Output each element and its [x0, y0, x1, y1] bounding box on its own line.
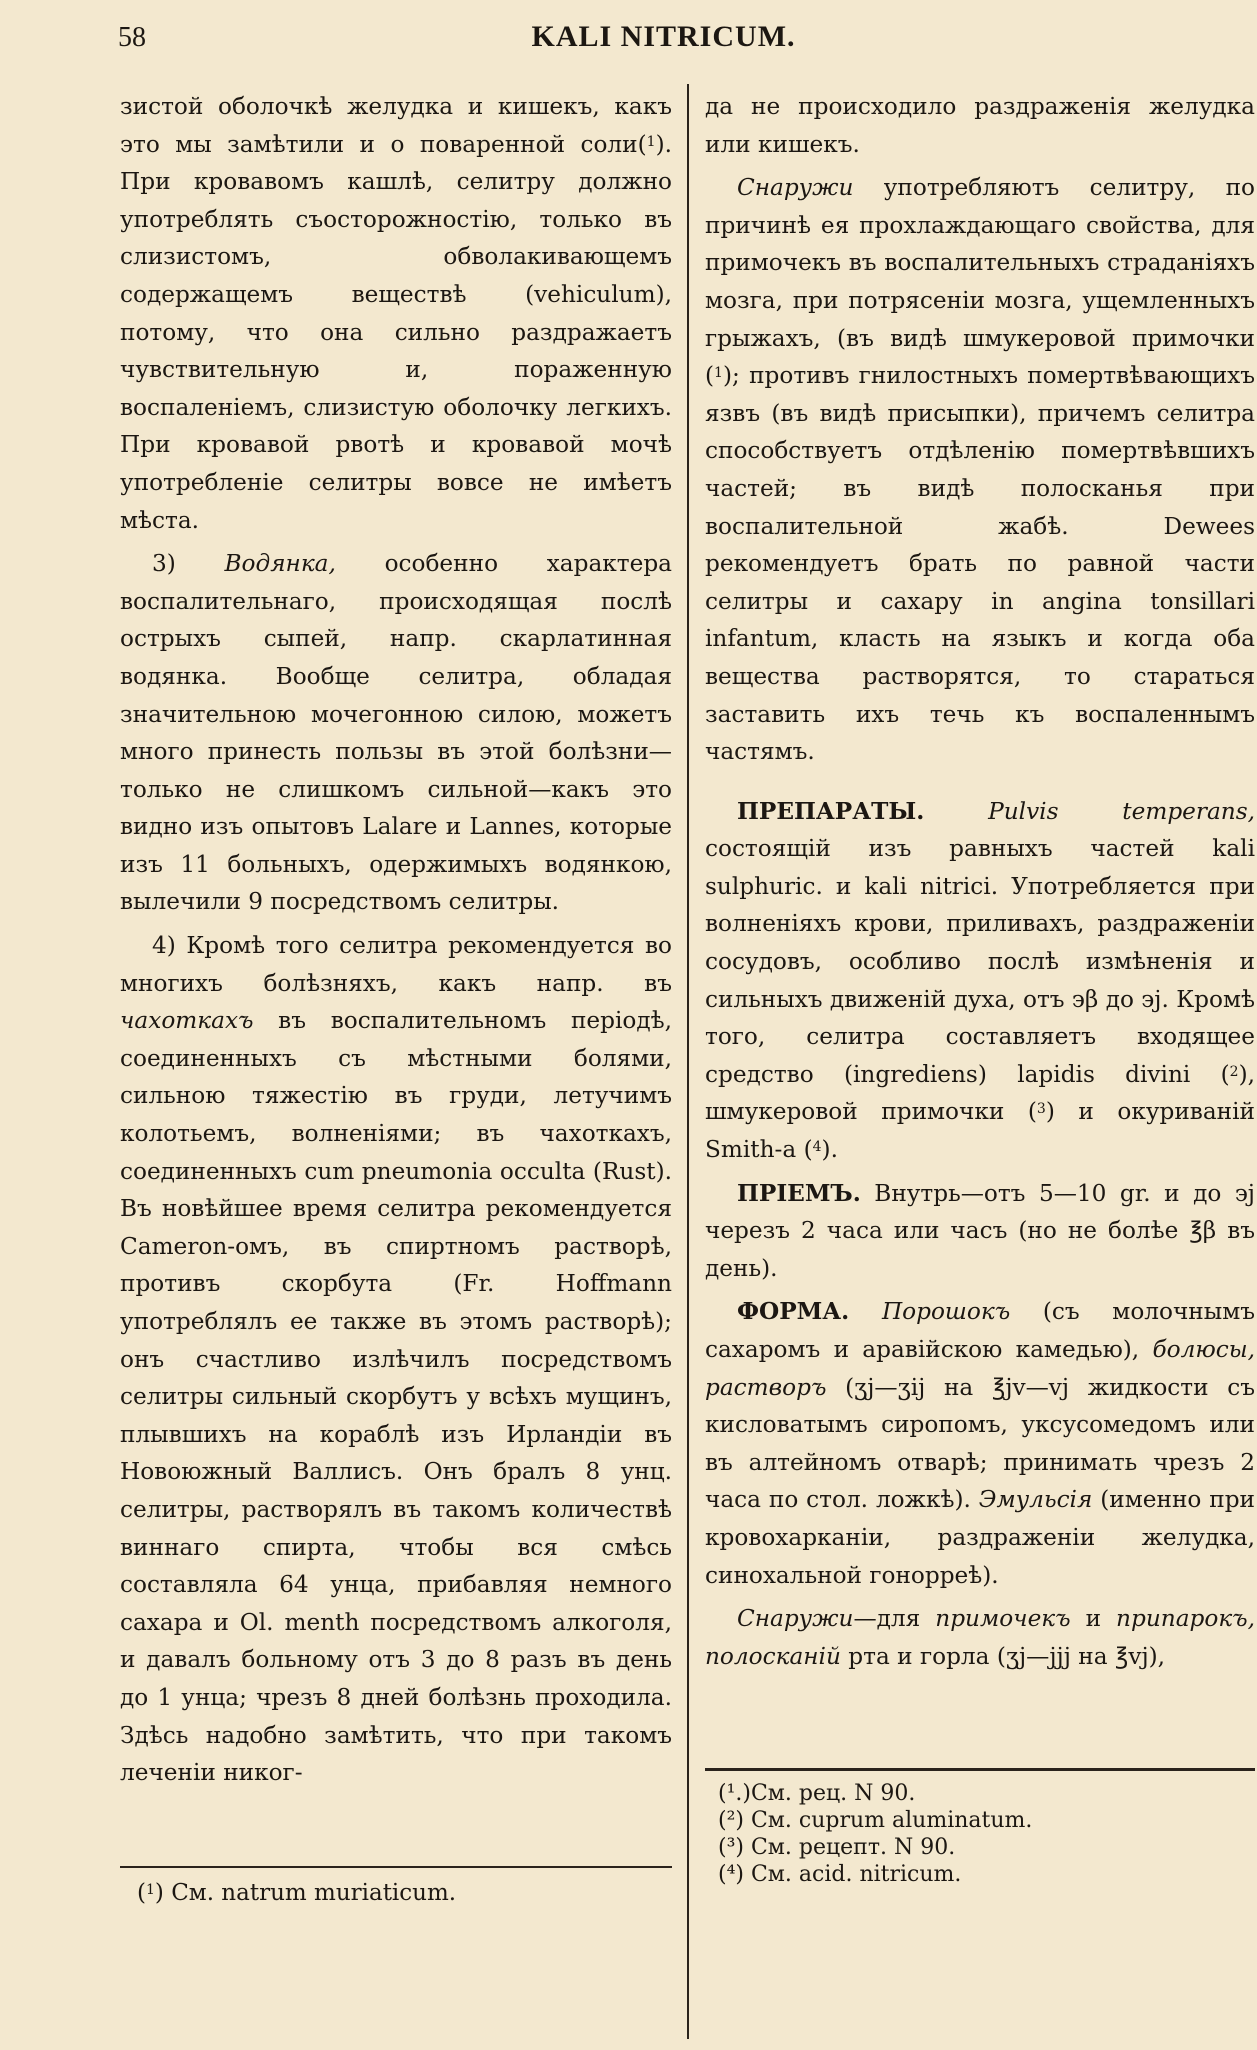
- footnote-ref: 3: [1036, 1101, 1046, 1118]
- term-italic: припарокъ, полосканій: [705, 1605, 1255, 1670]
- footnote: (⁴) См. acid. nitricum.: [718, 1862, 962, 1887]
- paragraph: зистой оболочкѣ желудка и кишекъ, какъ это мы замѣтили и о поваренной соли($^1$). При кровавомъ кашлѣ, селитру должно употреблять съосторожностію, только въ слизистомъ, обволакивающемъ содержащемъ веществѣ (vehiculum), потому, что она сильно раздражаетъ чувствительную и, пораженную воспаленіемъ, слизистую оболочку легкихъ. При кровавой рвотѣ и кровавой мочѣ употребленіе селитры вовсе не имѣетъ мѣста.: [120, 93, 672, 534]
- section-heading: ФОРМА.: [737, 1298, 850, 1326]
- footnote: ($^1$) См. natrum muriaticum.: [137, 1880, 457, 1906]
- left-column: [120, 88, 672, 1792]
- paragraph: Снаружи употребляютъ селитру, по причинѣ ея прохлаждающаго свойства, для примочекъ въ воспалительныхъ страданіяхъ мозга, при потрясеніи мозга, ущемленныхъ грыжахъ, (въ видѣ шмукеровой примочки ($^1$); противъ гнилостныхъ помертвѣвающихъ язвъ (въ видѣ присыпки), причемъ селитра способствуетъ отдѣленію помертвѣвшихъ частей; въ видѣ полосканья при воспалительной жабѣ. Dewees рекомендуетъ брать по равной части селитры и сахару in angina tonsillari infantum, класть на языкъ и когда оба вещества растворятся, то стараться заставить ихъ течь къ воспаленнымъ частямъ.: [705, 174, 1255, 766]
- paragraph: да не происходило раздраженія желудка или кишекъ.: [705, 93, 1255, 158]
- footnote-ref: 2: [1229, 1063, 1239, 1080]
- right-column: [705, 88, 1255, 1675]
- term-italic: Снаружи: [737, 1605, 854, 1633]
- page-number: 58: [118, 22, 146, 53]
- term-italic: Порошокъ: [881, 1298, 1011, 1326]
- column-divider: [687, 84, 689, 2039]
- section-heading: ПРЕПАРАТЫ.: [737, 797, 925, 825]
- term-italic: Pulvis temperans,: [988, 797, 1255, 825]
- term-italic: Эмульсія: [978, 1486, 1093, 1514]
- paragraph: ПРІЕМЪ. Внутрь—отъ 5—10 gr. и до ϶j черезъ 2 часа или часъ (но не болѣе ℥β въ день).: [705, 1179, 1255, 1282]
- footnote: (¹.)См. рец. N 90.: [718, 1781, 916, 1806]
- paragraph: ПРЕПАРАТЫ. Pulvis temperans, состоящій изъ равныхъ частей kali sulphuric. и kali nitrici. Употребляется при волненіяхъ крови, приливахъ, раздраженіи сосудовъ, особливо послѣ измѣненія и сильныхъ движеній духа, отъ ϶β до ϶j. Кромѣ того, селитра составляетъ входящее средство (ingrediens) lapidis divini ($^2$), шмукеровой примочки ($^3$) и окуриваній Smith-а ($^4$).: [705, 797, 1255, 1164]
- footnote-ref: 1: [646, 133, 656, 150]
- paragraph: ФОРМА. Порошокъ (съ молочнымъ сахаромъ и аравійскою камедью), болюсы, растворъ (ʒj—ʒij на ℥jv—vj жидкости съ кисловатымъ сиропомъ, уксусомедомъ или въ алтейномъ отварѣ; принимать чрезъ 2 часа по стол. ложкѣ). Эмульсія (именно при кровохарканіи, раздраженіи желудка, синохальной гонорреѣ).: [705, 1298, 1256, 1589]
- footnote-divider: [705, 1768, 1255, 1771]
- section-heading: ПРІЕМЪ.: [737, 1179, 861, 1207]
- paragraph: 4) Кромѣ того селитра рекомендуется во многихъ болѣзняхъ, какъ напр. въ чахоткахъ въ воспалительномъ періодѣ, соединенныхъ съ мѣстными болями, сильною тяжестію въ груди, летучимъ колотьемъ, волненіями; въ чахоткахъ, соединенныхъ cum pneumonia occulta (Rust). Въ новѣйшее время селитра рекомендуется Cameron-омъ, въ спиртномъ растворѣ, противъ скорбута (Fr. Hoffmann употреблялъ ее также въ этомъ растворѣ); онъ счастливо излѣчилъ посредствомъ селитры сильный скорбутъ у всѣхъ мущинъ, плывшихъ на кораблѣ изъ Ирландіи въ Новоюжный Валлисъ. Онъ бралъ 8 унц. селитры, растворялъ въ такомъ количествѣ виннаго спирта, чтобы вся смѣсь составляла 64 унца, прибавляя немного сахара и Ol. menth посредствомъ алкоголя, и давалъ больному отъ 3 до 8 разъ въ день до 1 унца; чрезъ 8 дней болѣзнь проходила. Здѣсь надобно замѣтить, что при такомъ леченіи никог-: [120, 932, 672, 1787]
- term-italic: чахоткахъ: [120, 1007, 254, 1035]
- footnote-divider: [120, 1866, 672, 1868]
- footnote-ref: 4: [812, 1139, 822, 1156]
- footnotes: [718, 1780, 1032, 1888]
- footnote-ref: 1: [714, 365, 723, 382]
- paragraph: 3) Водянка, особенно характера воспалительнаго, происходящая послѣ острыхъ сыпей, напр. скарлатинная водянка. Вообще селитра, обладая значительною мочегонною силою, можетъ много принесть пользы въ этой болѣзни—только не слишкомъ сильной—какъ это видно изъ опытовъ Lalare и Lannes, которые изъ 11 больныхъ, одержимыхъ водянкою, вылечили 9 посредствомъ селитры.: [120, 550, 672, 916]
- footnote: (³) См. рецепт. N 90.: [718, 1835, 956, 1860]
- footnote: (²) См. cuprum aluminatum.: [718, 1808, 1033, 1833]
- term-italic: болюсы, растворъ: [705, 1336, 1255, 1401]
- running-head: KALI NITRICUM.: [531, 20, 796, 53]
- term-italic: примочекъ: [935, 1605, 1071, 1633]
- paragraph: Снаружи—для примочекъ и припарокъ, полосканій рта и горла (ʒj—jjj на ℥vj),: [705, 1605, 1255, 1670]
- term-italic: Водянка,: [224, 550, 336, 578]
- term-italic: Снаружи: [737, 174, 854, 202]
